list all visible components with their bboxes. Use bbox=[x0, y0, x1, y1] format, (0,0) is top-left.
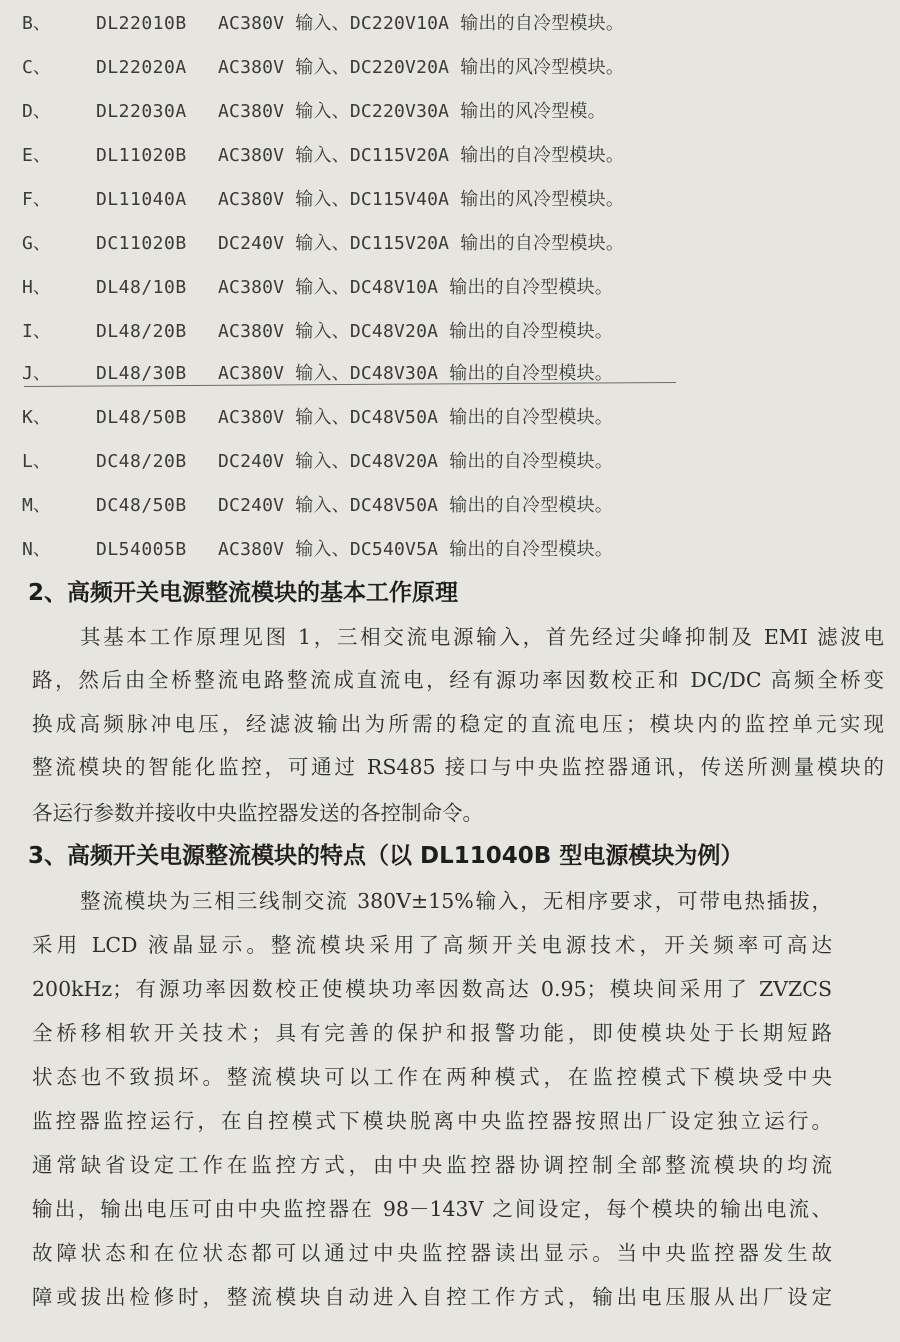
module-letter: H、 bbox=[22, 277, 51, 298]
paragraph-line: 采用 LCD 液晶显示。整流模块采用了高频开关电源技术，开关频率可高达 bbox=[32, 933, 832, 957]
module-model: DL48/50B bbox=[96, 407, 187, 428]
module-letter: M、 bbox=[22, 495, 51, 516]
module-description: AC380V 输入、DC48V30A 输出的自冷型模块。 bbox=[218, 363, 613, 384]
paragraph-line: 障或拔出检修时，整流模块自动进入自控工作方式，输出电压服从出厂设定 bbox=[32, 1285, 832, 1309]
paragraph-line: 换成高频脉冲电压，经滤波输出为所需的稳定的直流电压；模块内的监控单元实现 bbox=[32, 712, 884, 736]
paragraph-line: 整流模块的智能化监控，可通过 RS485 接口与中央监控器通讯，传送所测量模块的 bbox=[32, 755, 884, 779]
section-heading: 3、高频开关电源整流模块的特点（以 DL11040B 型电源模块为例） bbox=[28, 843, 744, 869]
paragraph-line: 200kHz；有源功率因数校正使模块功率因数高达 0.95；模块间采用了 ZVZCS bbox=[32, 977, 832, 1001]
module-description: AC380V 输入、DC115V40A 输出的风冷型模块。 bbox=[218, 189, 625, 210]
module-letter: K、 bbox=[22, 407, 51, 428]
module-letter: J、 bbox=[22, 363, 51, 384]
paragraph-line: 路，然后由全桥整流电路整流成直流电，经有源功率因数校正和 DC/DC 高频全桥变 bbox=[32, 668, 884, 692]
module-model: DL22010B bbox=[96, 13, 187, 34]
module-description: AC380V 输入、DC220V30A 输出的风冷型模。 bbox=[218, 101, 606, 122]
module-model: DC48/50B bbox=[96, 495, 187, 516]
module-description: DC240V 输入、DC115V20A 输出的自冷型模块。 bbox=[218, 233, 625, 254]
module-description: AC380V 输入、DC220V10A 输出的自冷型模块。 bbox=[218, 13, 625, 34]
module-letter: G、 bbox=[22, 233, 51, 254]
module-model: DL11020B bbox=[96, 145, 187, 166]
paragraph-line: 输出，输出电压可由中央监控器在 98－143V 之间设定，每个模块的输出电流、 bbox=[32, 1197, 832, 1221]
paragraph-line: 状态也不致损坏。整流模块可以工作在两种模式，在监控模式下模块受中央 bbox=[32, 1065, 832, 1089]
module-description: AC380V 输入、DC540V5A 输出的自冷型模块。 bbox=[218, 539, 613, 560]
module-description: AC380V 输入、DC48V50A 输出的自冷型模块。 bbox=[218, 407, 613, 428]
module-description: AC380V 输入、DC48V20A 输出的自冷型模块。 bbox=[218, 321, 613, 342]
module-model: DC48/20B bbox=[96, 451, 187, 472]
module-letter: C、 bbox=[22, 57, 51, 78]
module-description: DC240V 输入、DC48V20A 输出的自冷型模块。 bbox=[218, 451, 613, 472]
section-heading: 2、高频开关电源整流模块的基本工作原理 bbox=[28, 580, 459, 606]
paragraph-line: 监控器监控运行，在自控模式下模块脱离中央监控器按照出厂设定独立运行。 bbox=[32, 1109, 832, 1133]
module-letter: L、 bbox=[22, 451, 51, 472]
paragraph-line: 整流模块为三相三线制交流 380V±15%输入，无相序要求，可带电热插拔， bbox=[80, 889, 832, 913]
module-letter: E、 bbox=[22, 145, 51, 166]
paragraph-line: 通常缺省设定工作在监控方式，由中央监控器协调控制全部整流模块的均流 bbox=[32, 1153, 832, 1177]
module-description: DC240V 输入、DC48V50A 输出的自冷型模块。 bbox=[218, 495, 613, 516]
module-model: DL22020A bbox=[96, 57, 187, 78]
module-description: AC380V 输入、DC48V10A 输出的自冷型模块。 bbox=[218, 277, 613, 298]
module-model: DC11020B bbox=[96, 233, 187, 254]
paragraph-line: 全桥移相软开关技术；具有完善的保护和报警功能，即使模块处于长期短路 bbox=[32, 1021, 832, 1045]
module-letter: F、 bbox=[22, 189, 51, 210]
paragraph-line: 故障状态和在位状态都可以通过中央监控器读出显示。当中央监控器发生故 bbox=[32, 1241, 832, 1265]
module-model: DL22030A bbox=[96, 101, 187, 122]
module-letter: B、 bbox=[22, 13, 51, 34]
module-description: AC380V 输入、DC115V20A 输出的自冷型模块。 bbox=[218, 145, 625, 166]
module-model: DL48/20B bbox=[96, 321, 187, 342]
module-model: DL48/10B bbox=[96, 277, 187, 298]
module-model: DL11040A bbox=[96, 189, 187, 210]
module-letter: D、 bbox=[22, 101, 51, 122]
paragraph-line: 各运行参数并接收中央监控器发送的各控制命令。 bbox=[32, 801, 483, 825]
module-letter: I、 bbox=[22, 321, 51, 342]
module-letter: N、 bbox=[22, 539, 51, 560]
paragraph-line: 其基本工作原理见图 1，三相交流电源输入，首先经过尖峰抑制及 EMI 滤波电 bbox=[80, 625, 884, 649]
module-model: DL48/30B bbox=[96, 363, 187, 384]
module-description: AC380V 输入、DC220V20A 输出的风冷型模块。 bbox=[218, 57, 625, 78]
module-model: DL54005B bbox=[96, 539, 187, 560]
